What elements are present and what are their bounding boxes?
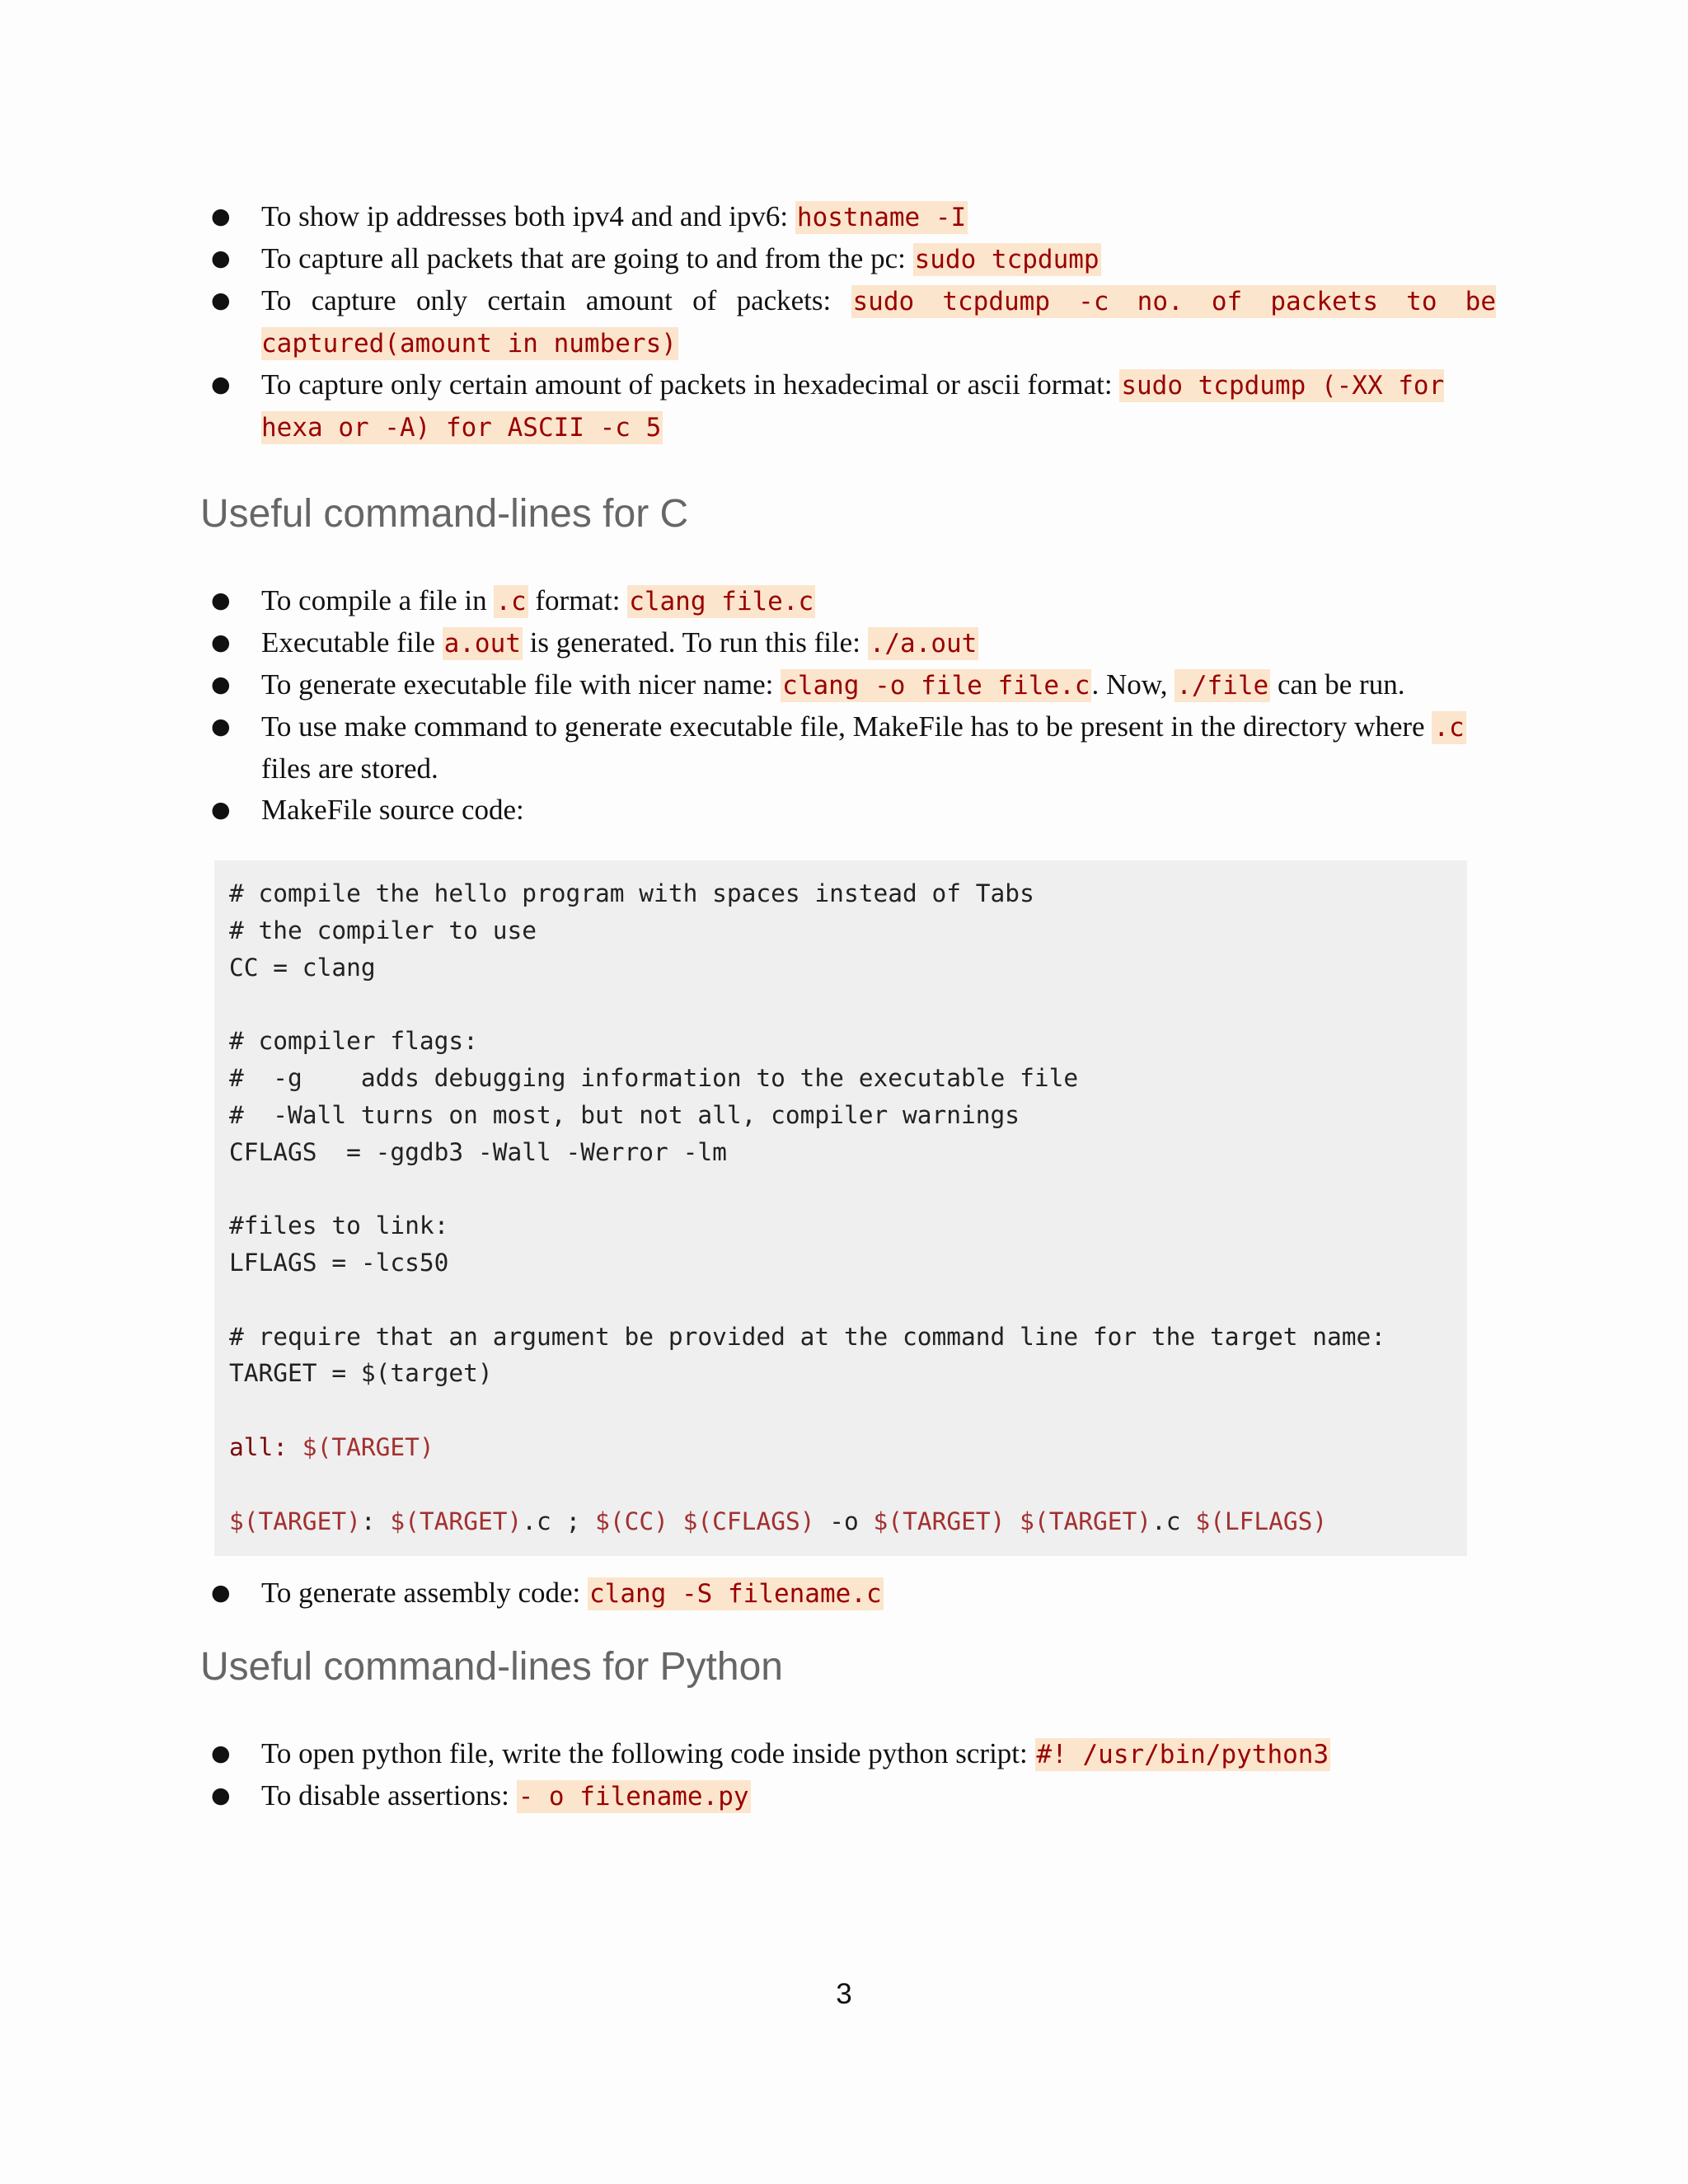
makefile-code-block (214, 860, 1467, 1556)
code-line: #files to link: (229, 1212, 449, 1240)
code-token: $(TARGET) (1020, 1507, 1152, 1535)
inline-code: sudo tcpdump (914, 245, 1100, 274)
code-line: # -Wall turns on most, but not all, compiler warnings (229, 1100, 1020, 1129)
blank-line (229, 1392, 1452, 1429)
item-text: files are stored. (261, 752, 438, 785)
code-token: $(TARGET) (229, 1507, 361, 1535)
list-item (200, 706, 1496, 790)
item-text: To capture only certain amount of packets in hexadecimal or ascii format: (261, 368, 1120, 401)
code-line: # the compiler to use (229, 916, 537, 944)
item-text: can be run. (1270, 668, 1405, 701)
inline-code: ./a.out (869, 629, 978, 658)
code-token: all: (229, 1432, 288, 1461)
inline-code: clang -o file file.c (782, 671, 1090, 701)
list-item (200, 664, 1496, 706)
page-content (200, 196, 1496, 1817)
list-item (200, 238, 1496, 280)
list-item (200, 580, 1496, 622)
list-item (200, 1572, 1496, 1615)
list-item (200, 280, 1496, 364)
item-text: To open python file, write the following code inside python script: (261, 1737, 1035, 1770)
code-token: $(TARGET) (873, 1507, 1006, 1535)
item-text: To compile a file in (261, 584, 495, 616)
list-item (200, 1775, 1496, 1817)
code-line: TARGET = $(target) (229, 1359, 493, 1388)
c-commands-list (200, 580, 1496, 831)
code-line: CC = clang (229, 953, 376, 982)
code-line: # require that an argument be provided at the command line for the target name: (229, 1322, 1386, 1351)
code-token: .c (1151, 1507, 1196, 1535)
code-line: # compiler flags: (229, 1027, 478, 1056)
list-item (200, 1733, 1496, 1775)
item-text: Executable file (261, 626, 443, 658)
page-number: 3 (836, 1978, 852, 2010)
code-line: # -g adds debugging information to the executable file (229, 1063, 1079, 1092)
code-line: CFLAGS = -ggdb3 -Wall -Werror -lm (229, 1137, 727, 1166)
blank-line (229, 1282, 1452, 1319)
python-commands-list (200, 1733, 1496, 1817)
code-token: : (360, 1507, 391, 1535)
network-commands-list (200, 196, 1496, 448)
list-item (200, 622, 1496, 664)
code-token: .c ; (522, 1507, 596, 1535)
inline-code: #! /usr/bin/python3 (1036, 1740, 1329, 1770)
item-text: format: (528, 584, 628, 616)
assembly-list (200, 1572, 1496, 1615)
list-item (200, 364, 1496, 448)
blank-line (229, 1170, 1452, 1207)
inline-code: .c (495, 587, 527, 616)
inline-code: a.out (443, 629, 521, 658)
code-token: -o (814, 1507, 874, 1535)
code-line: # compile the hello program with spaces instead of Tabs (229, 879, 1034, 907)
item-text: MakeFile source code: (261, 794, 524, 826)
inline-code: sudo tcpdump -c no. of packets to be captured(amount in numbers) (261, 287, 1496, 359)
code-line (229, 1503, 1452, 1540)
item-text: To capture only certain amount of packets: (261, 284, 851, 316)
list-item (200, 196, 1496, 238)
item-text: To capture all packets that are going to and from the pc: (261, 242, 913, 274)
code-token: $(LFLAGS) (1195, 1507, 1328, 1535)
list-item (200, 790, 1496, 831)
inline-code: .c (1433, 713, 1465, 743)
item-text: To show ip addresses both ipv4 and and ipv6: (261, 200, 795, 232)
item-text: . Now, (1091, 668, 1175, 701)
code-token: $(TARGET) (288, 1432, 434, 1461)
blank-line (229, 1466, 1452, 1503)
code-line: LFLAGS = -lcs50 (229, 1248, 449, 1277)
inline-code: ./file (1176, 671, 1269, 701)
code-token: $(CC) (595, 1507, 668, 1535)
item-text: To disable assertions: (261, 1779, 517, 1812)
inline-code: sudo tcpdump (-XX for hexa or -A) for ASCII -c 5 (261, 371, 1445, 443)
section-heading-python: Useful command-lines for Python (200, 1645, 783, 1690)
inline-code: clang -S filename.c (589, 1579, 882, 1610)
item-text: To generate executable file with nicer name: (261, 668, 781, 701)
item-text: To generate assembly code: (261, 1577, 588, 1610)
inline-code: - o filename.py (518, 1782, 749, 1812)
code-line (229, 1429, 1452, 1466)
inline-code: clang file.c (629, 587, 814, 616)
inline-code: hostname -I (796, 203, 967, 232)
code-token (1005, 1507, 1020, 1535)
code-token (668, 1507, 683, 1535)
code-token: $(TARGET) (390, 1507, 523, 1535)
item-text: is generated. To run this file: (522, 626, 868, 658)
code-token: $(CFLAGS) (682, 1507, 815, 1535)
item-text: To use make command to generate executable file, MakeFile has to be present in the directory where (261, 710, 1432, 743)
section-heading-c: Useful command-lines for C (200, 492, 689, 536)
blank-line (229, 986, 1452, 1023)
